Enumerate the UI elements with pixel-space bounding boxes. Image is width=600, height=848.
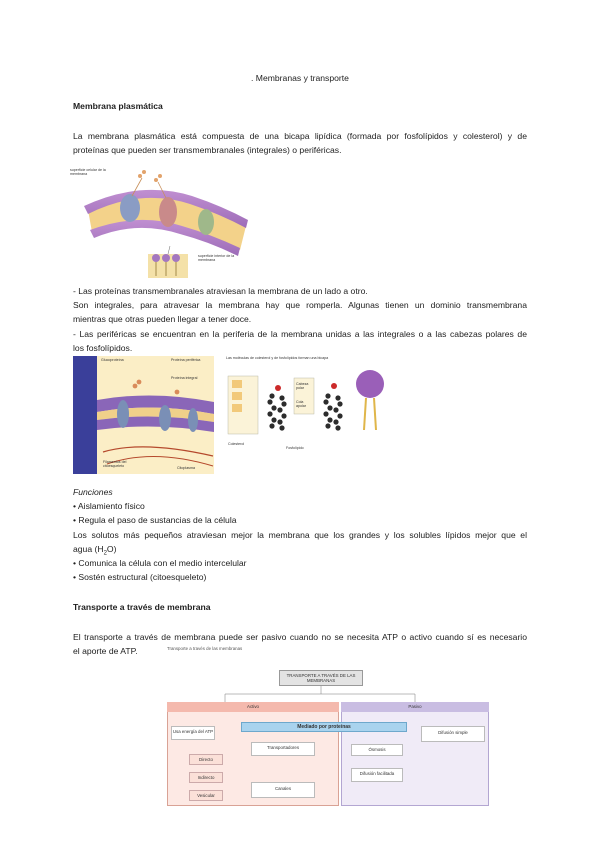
transporte-line-1: El transporte a través de membrana puede ser pasivo cuando no se necesita ATP o activo cuando sí es necesario: [73, 632, 527, 642]
fig2-label-integral: Proteína integral: [171, 376, 198, 380]
diagram-note: Transporte a través de las membranas: [167, 646, 243, 651]
intro-line-2: proteínas que pueden ser transmembranales (integrales) o periféricas.: [73, 145, 342, 155]
mediado-canales: Canales: [251, 782, 315, 798]
pasivo-first: Difusión simple: [421, 726, 485, 742]
fig3-label-fosfolipido: Fosfolípido: [286, 446, 304, 450]
activo-first: Usa energía del ATP: [171, 726, 215, 740]
bullet-transmembranales: - Las proteínas transmembranales atraviesan la membrana de un lado a otro.: [73, 286, 368, 296]
agua-prefix: agua (H: [73, 544, 104, 554]
diagram-root: TRANSPORTE A TRAVÉS DE LAS MEMBRANAS: [279, 670, 363, 686]
intro-line-1: La membrana plasmática está compuesta de una bicapa lipídica (formada por fosfolípidos y colesterol) y de: [73, 131, 527, 141]
fig2-label-citoplasma: Citoplasma: [177, 466, 195, 470]
funcion-item-comunica: • Comunica la célula con el medio intercelular: [73, 558, 247, 568]
activo-directo: Directo: [189, 754, 223, 765]
transport-diagram: [165, 642, 493, 808]
integrales-line-2: mientras que otras pueden llegar a tener doce.: [73, 314, 252, 324]
fig2-label-periferica: Proteína periférica: [171, 358, 201, 362]
perifericas-line-2: los fosfolípidos.: [73, 343, 133, 353]
mediado-box: Mediado por proteínas: [241, 722, 407, 732]
fig1-label-bottom: superficie interior de la membrana: [198, 254, 235, 263]
fig2-label-glucoproteina: Glucoproteína: [101, 358, 124, 362]
fig3-label-cabeza: Cabeza polar: [296, 382, 309, 391]
section-heading-transporte: Transporte a través de membrana: [73, 602, 211, 612]
fig2-label-citoesqueleto: Filamentos del citoesqueleto: [103, 460, 127, 469]
perifericas-line-1: - Las periféricas se encuentran en la periferia de la membrana unidas a las integrales o a las cabezas polares de: [73, 329, 527, 339]
fig3-caption: Las moléculas de colesterol y de fosfolípidos forman una bicapa: [226, 356, 329, 360]
agua-subscript: 2: [103, 550, 107, 557]
activo-header: Activo: [167, 702, 339, 712]
agua-suffix: O): [106, 544, 117, 554]
transporte-line-2: el aporte de ATP.: [73, 646, 138, 656]
section-heading-membrana: Membrana plasmática: [73, 101, 163, 111]
membrane-figure-3: [224, 356, 394, 456]
funciones-heading: Funciones: [73, 487, 113, 497]
funcion-item-aislamiento: • Aislamiento físico: [73, 501, 145, 511]
mediado-transportadores: Transportadores: [251, 742, 315, 756]
integrales-line-1: Son integrales, para atravesar la membrana hay que romperla. Algunas tienen un dominio transmembrana: [73, 300, 527, 310]
pasivo-header: Pasivo: [341, 702, 489, 712]
activo-indirecto: Indirecto: [189, 772, 223, 783]
fig3-label-cola: Cola apolar: [296, 400, 306, 409]
membrane-figure-2: [73, 356, 214, 474]
fig3-label-colesterol: Colesterol: [228, 442, 245, 446]
activo-vesicular: Vesicular: [189, 790, 223, 801]
funcion-item-sosten: • Sostén estructural (citoesqueleto): [73, 572, 207, 582]
funcion-item-regula: • Regula el paso de sustancias de la célula: [73, 515, 237, 525]
document-title: . Membranas y transporte: [251, 73, 349, 83]
pasivo-difusion-facilitada: Difusión facilitada: [351, 768, 403, 782]
membrane-figure-1: [70, 166, 250, 278]
pasivo-osmosis: Ósmosis: [351, 744, 403, 756]
fig1-label-top: superficie celular de la membrana: [70, 168, 106, 177]
solutos-line-1: Los solutos más pequeños atraviesan mejor la membrana que los grandes y los solubles lípidos mejor que el: [73, 530, 527, 540]
membrane-proteins-illustration: [73, 356, 214, 474]
